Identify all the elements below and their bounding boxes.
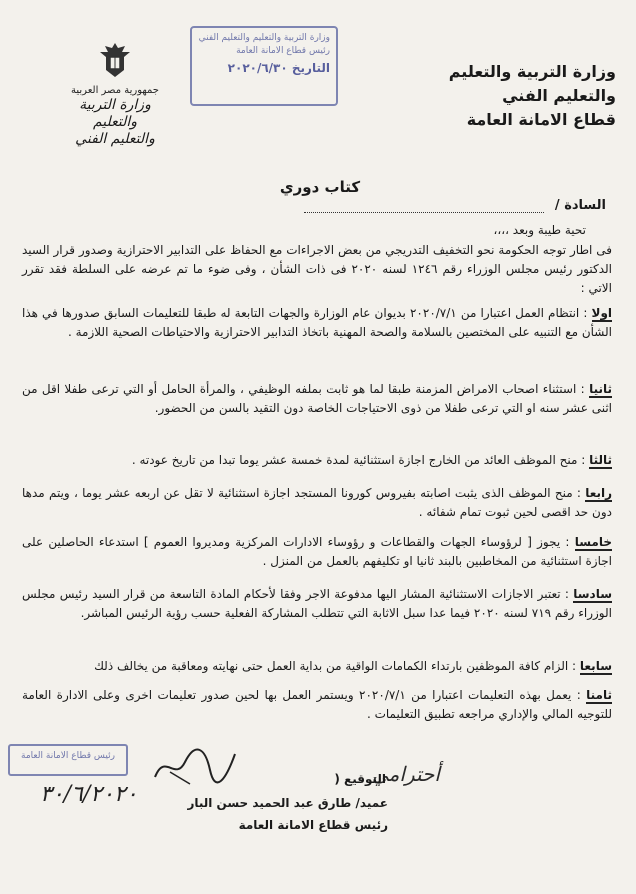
- item-8: ثامنا : يعمل بهذه التعليمات اعتبارا من ٢٠٢٠/٧/١ ويستمر العمل بها لحين صدور تعليمات اخرى وعلى الادارة العامة للتوجيه المالي والإداري مراجعه تطبيق التعليمات .: [22, 688, 613, 721]
- item-label: سابعا: [579, 659, 612, 673]
- stamp-line-1: وزارة التربية والتعليم والتعليم الفني: [198, 33, 330, 43]
- item-label: رابعا: [585, 486, 613, 500]
- item-4: رابعا : منح الموظف الذى يثبت اصابته بفيروس كورونا المستجد اجازة استثنائية لا تقل عن اربعه عشر يوما ، ويتم مدها دون حد اقصى لحين ثبوت تمام شفائه .: [22, 486, 613, 519]
- signatory-name: عميد/ طارق عبد الحميد حسن البار: [187, 796, 388, 810]
- item-text: منح الموظف الذى يثبت اصابته بفيروس كورونا المستجد اجازة استثنائية لا تقل عن اربعه عشر يوما ، ويتم مدها دون حد اقصى لحين ثبوت تمام شفائه .: [22, 486, 612, 519]
- item-label: اولا: [591, 306, 613, 320]
- stamp-line-2: رئيس قطاع الامانة العامة: [236, 46, 330, 56]
- item-2: ثانيا : استثناء اصحاب الامراض المزمنة طبقا لما هو ثابت بملفه الوظيفي ، والمرأة الحامل أو التي ترعى طفلا اقل من اثنى عشر سنه او التي ترعى طفلا من ذوى الاحتياجات الخاصة دون التقيد بالسن من الحضور.: [22, 382, 612, 415]
- handwritten-note: أحترامي: [372, 762, 440, 786]
- item-text: الزام كافة الموظفين بارتداء الكمامات الواقية من بداية العمل حتى نهايته ومعاقبة من يخالف ذلك: [94, 659, 569, 673]
- emblem-country: جمهورية مصر العربية: [71, 85, 159, 96]
- ministry-line-3: قطاع الامانة العامة: [466, 110, 616, 129]
- item-1: اولا : انتظام العمل اعتبارا من ٢٠٢٠/٧/١ بديوان عام الوزارة والجهات التابعة له طبقا للتعليمات السابق صدورها في هذا الشأن مع التنبيه على المختصين بالسلامة والصحة المهنية باتخاذ التدابير الاحترازية والاحتياطات الصحية اللازمة .: [22, 306, 613, 339]
- signatory-position: رئيس قطاع الامانة العامة: [238, 818, 388, 832]
- signature-scribble-icon: [150, 742, 240, 792]
- received-stamp: [190, 26, 338, 106]
- item-text: تعتبر الاجازات الاستثنائية المشار اليها مدفوعة الاجر وفقا لأحكام المادة التاسعة من قرار السيد رئيس مجلس الوزراء رقم ٧١٩ لسنه ٢٠٢٠ فيما عدا سبل الاثابة التي تتطلب المشاركة الفعلية حسب رؤية الرئيس المباشر.: [22, 587, 612, 620]
- item-5: خامسا : يجوز [ لرؤوساء الجهات والقطاعات و رؤوساء الادارات المركزية ومديروا العموم ] استدعاء الحاصلين على اجازة استثنائية من المخاطبين بالبند ثانيا او تكليفهم بالعمل من المنزل .: [22, 535, 612, 568]
- emblem-ministry-sub: والتعليم الفني: [75, 131, 155, 147]
- signature-label: التوقيع (: [334, 772, 386, 786]
- item-text: انتظام العمل اعتبارا من ٢٠٢٠/٧/١ بديوان عام الوزارة والجهات التابعة له طبقا للتعليمات السابق صدورها في هذا الشأن مع التنبيه على المختصين بالسلامة والصحة المهنية باتخاذ التدابير الاحترازية والاحتياطات الصحية اللازمة .: [22, 306, 612, 339]
- greeting: تحية طيبة وبعد ،،،،: [493, 223, 586, 237]
- document-title: كتاب دوري: [279, 178, 361, 196]
- item-text: يجوز [ لرؤوساء الجهات والقطاعات و رؤوساء الادارات المركزية ومديروا العموم ] استدعاء الحاصلين على اجازة استثنائية من المخاطبين بالبند ثانيا او تكليفهم بالعمل من المنزل .: [22, 535, 612, 568]
- item-text: استثناء اصحاب الامراض المزمنة طبقا لما هو ثابت بملفه الوظيفي ، والمرأة الحامل أو التي ترعى طفلا اقل من اثنى عشر سنه او التي ترعى طفلا من ذوى الاحتياجات الخاصة دون التقيد بالسن من الحضور.: [22, 382, 612, 415]
- item-7: سابعا : الزام كافة الموظفين بارتداء الكمامات الواقية من بداية العمل حتى نهايته ومعاقبة من يخالف ذلك: [94, 659, 612, 673]
- item-label: خامسا: [574, 535, 612, 549]
- stamp-date-row: [198, 62, 330, 75]
- intro-paragraph: فى اطار توجه الحكومة نحو التخفيف التدريجي من بعض الاجراءات مع الحفاظ على التدابير الاحترازية وصدور قرار السيد الدكتور رئيس مجلس الوزراء رقم ١٢٤٦ لسنه ٢٠٢٠ فى ذات الشأن ، وفى ضوء ما تم عرضه على السلطة فقد تقرر الاتي :: [22, 243, 612, 295]
- item-label: ثامنا: [586, 688, 613, 702]
- item-label: سادسا: [573, 587, 613, 601]
- item-6: سادسا : تعتبر الاجازات الاستثنائية المشار اليها مدفوعة الاجر وفقا لأحكام المادة التاسعة من قرار السيد رئيس مجلس الوزراء رقم ٧١٩ لسنه ٢٠٢٠ فيما عدا سبل الاثابة التي تتطلب المشاركة الفعلية حسب رؤية الرئيس المباشر.: [22, 587, 613, 620]
- addressee-label: السادة /: [554, 198, 606, 213]
- ministry-line-1: وزارة التربية والتعليم: [448, 62, 616, 81]
- emblem-ministry: وزارة التربية والتعليم: [79, 97, 151, 130]
- item-text: منح الموظف العائد من الخارج اجازة استثنائية لمدة خمسة عشر يوما تبدا من تاريخ عودته .: [131, 453, 578, 467]
- bottom-stamp: رئيس قطاع الامانة العامة: [8, 744, 128, 776]
- addressee-line: [86, 198, 606, 213]
- eagle-emblem-icon: [95, 40, 135, 80]
- item-label: ثالثا: [589, 453, 612, 467]
- item-label: ثانيا: [589, 382, 612, 396]
- stamp-date-value: ٢٠٢٠/٦/٣٠: [227, 61, 288, 75]
- ministry-header: [356, 60, 616, 132]
- ministry-line-2: والتعليم الفني: [502, 86, 616, 105]
- emblem-block: [60, 40, 170, 148]
- item-text: يعمل بهذه التعليمات اعتبارا من ٢٠٢٠/٧/١ ويستمر العمل بها لحين صدور تعليمات اخرى وعلى الادارة العامة للتوجيه المالي والإداري مراجعه تطبيق التعليمات .: [22, 688, 612, 721]
- handwritten-date: ٣٠/٦/٢٠٢٠: [40, 782, 138, 807]
- addressee-blank: [304, 212, 544, 213]
- stamp-date-label: التاريخ: [291, 61, 330, 75]
- item-3: ثالثا : منح الموظف العائد من الخارج اجازة استثنائية لمدة خمسة عشر يوما تبدا من تاريخ عودته .: [131, 453, 612, 467]
